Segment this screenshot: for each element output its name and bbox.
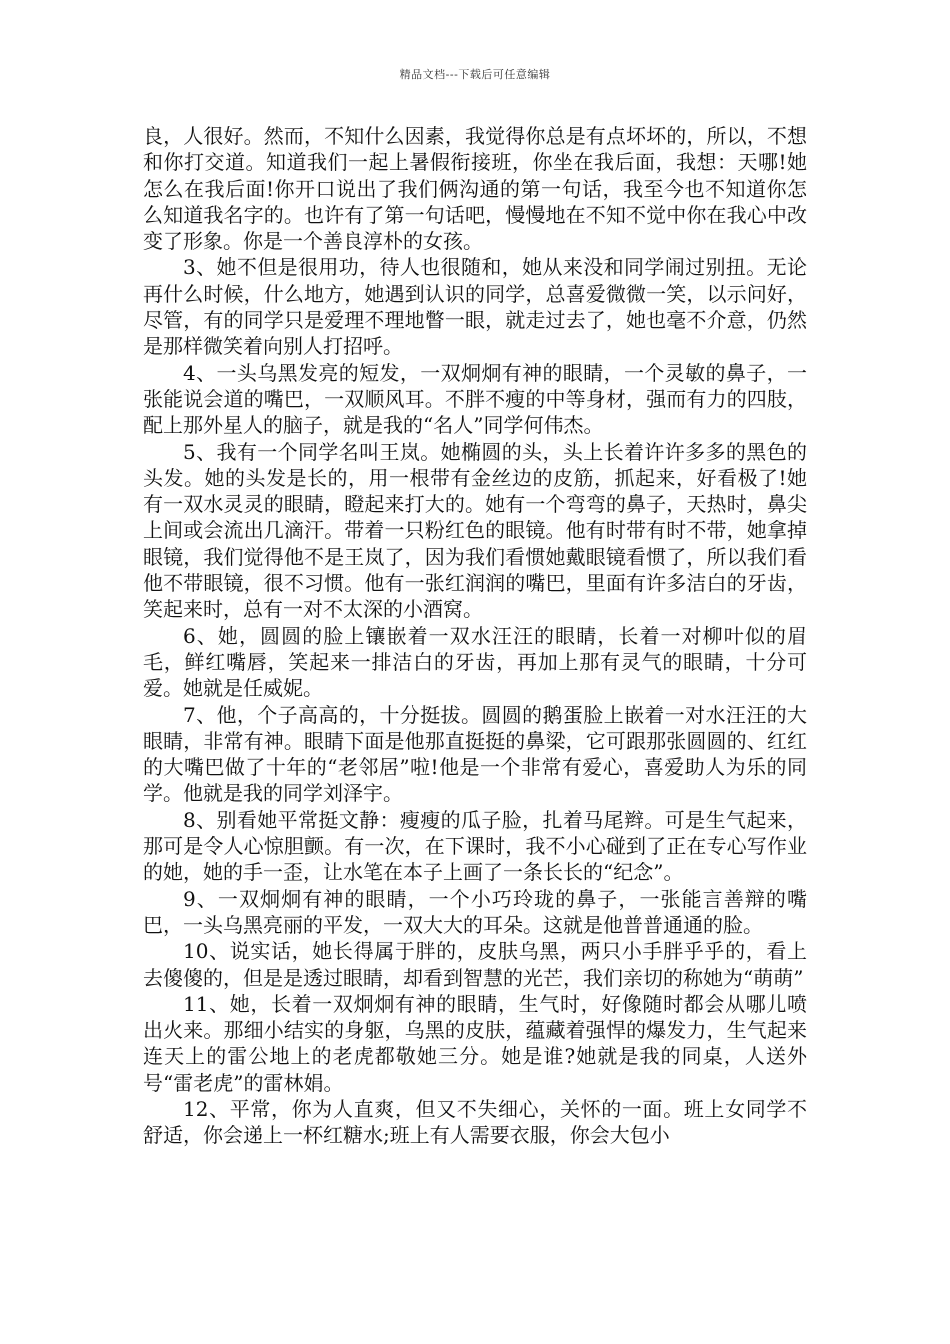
paragraph-3: 3、她不但是很用功，待人也很随和，她从来没和同学闹过别扭。无论再什么时候，什么地方，她遇到认识的同学，总喜爱微微一笑，以示问好，尽管，有的同学只是爱理不理地瞥一眼，就走过去了，她也毫不介意，仍然是那样微笑着向别人打招呼。 <box>143 255 807 359</box>
page-header: 精品文档---下载后可任意编辑 <box>399 68 551 81</box>
paragraph-10: 10、说实话，她长得属于胖的，皮肤乌黑，两只小手胖乎乎的，看上去傻傻的，但是是透过眼睛，却看到智慧的光芒，我们亲切的称她为“萌萌” <box>143 939 807 990</box>
paragraph-5: 5、我有一个同学名叫王岚。她椭圆的头，头上长着许许多多的黑色的头发。她的头发是长的，用一根带有金丝边的皮筋，抓起来，好看极了!她有一双水灵灵的眼睛，瞪起来打大的。她有一个弯弯的鼻子，天热时，鼻尖上间或会流出几滴汗。带着一只粉红色的眼镜。他有时带有时不带，她拿掉眼镜，我们觉得他不是王岚了，因为我们看惯她戴眼镜看惯了，所以我们看他不带眼镜，很不习惯。他有一张红润润的嘴巴，里面有许多洁白的牙齿，笑起来时，总有一对不太深的小酒窝。 <box>143 439 807 622</box>
paragraph-11: 11、她，长着一双炯炯有神的眼睛，生气时，好像随时都会从哪儿喷出火来。那细小结实的身躯，乌黑的皮肤，蕴藏着强悍的爆发力，生气起来连天上的雷公地上的老虎都敬她三分。她是谁?她就是我的同桌，人送外号“雷老虎”的雷林娟。 <box>143 991 807 1095</box>
paragraph-continuation: 良，人很好。然而，不知什么因素，我觉得你总是有点坏坏的，所以，不想和你打交道。知道我们一起上暑假衔接班，你坐在我后面，我想：天哪!她怎么在我后面!你开口说出了我们俩沟通的第一句话，我至今也不知道你怎么知道我名字的。也许有了第一句话吧，慢慢地在不知不觉中你在我心中改变了形象。你是一个善良淳朴的女孩。 <box>143 124 807 254</box>
paragraph-4: 4、一头乌黑发亮的短发，一双炯炯有神的眼睛，一个灵敏的鼻子，一张能说会道的嘴巴，一双顺风耳。不胖不瘦的中等身材，强而有力的四肢，配上那外星人的脑子，就是我的“名人”同学何伟杰。 <box>143 360 807 438</box>
document-body <box>143 123 807 1149</box>
paragraph-7: 7、他，个子高高的，十分挺拔。圆圆的鹅蛋脸上嵌着一对水汪汪的大眼睛，非常有神。眼睛下面是他那直挺挺的鼻梁，它可跟那张圆圆的、红红的大嘴巴做了十年的“老邻居”啦!他是一个非常有爱心，喜爱助人为乐的同学。他就是我的同学刘泽宇。 <box>143 702 807 806</box>
paragraph-6: 6、她，圆圆的脸上镶嵌着一双水汪汪的眼睛，长着一对柳叶似的眉毛，鲜红嘴唇，笑起来一排洁白的牙齿，再加上那有灵气的眼睛，十分可爱。她就是任威妮。 <box>143 623 807 701</box>
paragraph-9: 9、一双炯炯有神的眼睛，一个小巧玲珑的鼻子，一张能言善辩的嘴巴，一头乌黑亮丽的平发，一双大大的耳朵。这就是他普普通通的脸。 <box>143 886 807 937</box>
paragraph-8: 8、别看她平常挺文静：瘦瘦的瓜子脸，扎着马尾辫。可是生气起来，那可是令人心惊胆颤。有一次，在下课时，我不小心碰到了正在专心写作业的她，她的手一歪，让水笔在本子上画了一条长长的“纪念”。 <box>143 807 807 885</box>
paragraph-12: 12、平常，你为人直爽，但又不失细心，关怀的一面。班上女同学不舒适，你会递上一杯红糖水;班上有人需要衣服，你会大包小 <box>143 1096 807 1148</box>
